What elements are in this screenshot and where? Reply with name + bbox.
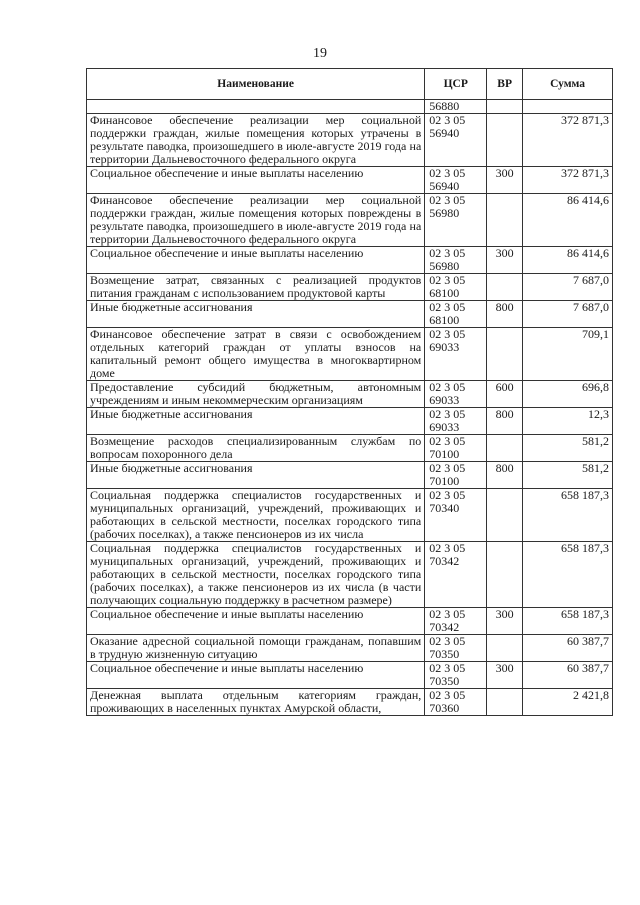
cell-csr <box>425 662 487 689</box>
cell-csr <box>425 194 487 247</box>
cell-name: Социальная поддержка специалистов государственных и муниципальных организаций, учреждений, проживающих и работающих в сельской местности, поселках городского типа (рабочих поселках), а также пенсионеров из их числа (в части получающих социальную поддержку в расчетном размере) <box>87 542 425 608</box>
csr-line-1: 02 3 05 <box>429 273 466 287</box>
cell-name: Оказание адресной социальной помощи гражданам, попавшим в трудную жизненную ситуацию <box>87 635 425 662</box>
cell-csr <box>425 689 487 716</box>
cell-vr <box>487 328 523 381</box>
csr-line-1: 02 3 05 <box>429 688 466 702</box>
cell-name: Возмещение затрат, связанных с реализацией продуктов питания гражданам с использованием продуктовой карты <box>87 274 425 301</box>
table-row <box>87 328 613 381</box>
csr-line-2: 70342 <box>429 554 460 568</box>
cell-name: Социальное обеспечение и иные выплаты населению <box>87 167 425 194</box>
csr-line-2: 68100 <box>429 313 460 327</box>
cell-csr <box>425 635 487 662</box>
cell-sum: 372 871,3 <box>523 114 613 167</box>
csr-line-2: 69033 <box>429 420 460 434</box>
cell-sum: 60 387,7 <box>523 635 613 662</box>
page-number: 19 <box>313 46 327 61</box>
cell-vr <box>487 689 523 716</box>
cell-csr <box>425 328 487 381</box>
table-header-row <box>87 69 613 100</box>
cell-name: Иные бюджетные ассигнования <box>87 408 425 435</box>
table-row <box>87 489 613 542</box>
table-row <box>87 100 613 114</box>
cell-vr <box>487 435 523 462</box>
cell-csr <box>425 462 487 489</box>
table-row <box>87 167 613 194</box>
cell-vr <box>487 635 523 662</box>
cell-vr: 600 <box>487 381 523 408</box>
csr-line-2: 56980 <box>429 259 460 273</box>
header-sum: Сумма <box>523 69 613 100</box>
cell-sum: 60 387,7 <box>523 662 613 689</box>
table-row <box>87 608 613 635</box>
csr-line-1: 02 3 05 <box>429 541 466 555</box>
cell-vr <box>487 194 523 247</box>
table-body <box>87 100 613 716</box>
header-csr: ЦСР <box>425 69 487 100</box>
cell-sum: 86 414,6 <box>523 194 613 247</box>
cell-csr <box>425 114 487 167</box>
cell-sum: 2 421,8 <box>523 689 613 716</box>
csr-line-2: 69033 <box>429 340 460 354</box>
csr-line-2: 70342 <box>429 620 460 634</box>
cell-vr <box>487 114 523 167</box>
table-row <box>87 635 613 662</box>
cell-sum <box>523 100 613 114</box>
csr-line-2: 70350 <box>429 674 460 688</box>
cell-vr <box>487 100 523 114</box>
cell-vr <box>487 542 523 608</box>
cell-csr <box>425 301 487 328</box>
csr-line-2: 70100 <box>429 447 460 461</box>
csr-line-1: 02 3 05 <box>429 113 466 127</box>
cell-csr <box>425 247 487 274</box>
csr-line-1: 02 3 05 <box>429 434 466 448</box>
table-row <box>87 274 613 301</box>
cell-name: Социальная поддержка специалистов государственных и муниципальных организаций, учреждений, проживающих и работающих в сельской местности, поселках городского типа (рабочих поселках), а также пенсионеров из их числа <box>87 489 425 542</box>
cell-vr: 300 <box>487 167 523 194</box>
cell-sum: 372 871,3 <box>523 167 613 194</box>
cell-sum: 7 687,0 <box>523 274 613 301</box>
table-row <box>87 462 613 489</box>
cell-csr <box>425 167 487 194</box>
cell-sum: 581,2 <box>523 462 613 489</box>
budget-table <box>86 68 613 716</box>
csr-line-1: 02 3 05 <box>429 661 466 675</box>
cell-sum: 7 687,0 <box>523 301 613 328</box>
csr-line-2: 56940 <box>429 179 460 193</box>
cell-csr <box>425 274 487 301</box>
csr-line-1: 02 3 05 <box>429 634 466 648</box>
cell-sum: 86 414,6 <box>523 247 613 274</box>
table-row <box>87 408 613 435</box>
cell-sum: 12,3 <box>523 408 613 435</box>
csr-line-2: 56980 <box>429 206 460 220</box>
cell-vr: 800 <box>487 462 523 489</box>
cell-csr <box>425 408 487 435</box>
cell-csr <box>425 489 487 542</box>
cell-sum: 696,8 <box>523 381 613 408</box>
cell-csr <box>425 100 487 114</box>
cell-name: Денежная выплата отдельным категориям граждан, проживающих в населенных пунктах Амурской области, <box>87 689 425 716</box>
cell-sum: 658 187,3 <box>523 608 613 635</box>
table-row <box>87 689 613 716</box>
csr-line-1: 02 3 05 <box>429 607 466 621</box>
csr-line-2: 70100 <box>429 474 460 488</box>
csr-line-1: 02 3 05 <box>429 327 466 341</box>
csr-line-1: 02 3 05 <box>429 193 466 207</box>
csr-line-2: 70350 <box>429 647 460 661</box>
cell-csr <box>425 435 487 462</box>
header-vr: ВР <box>487 69 523 100</box>
csr-line-1: 02 3 05 <box>429 246 466 260</box>
table-row <box>87 301 613 328</box>
csr-line-1: 02 3 05 <box>429 461 466 475</box>
cell-csr <box>425 542 487 608</box>
table-row <box>87 247 613 274</box>
cell-vr: 300 <box>487 608 523 635</box>
cell-vr: 300 <box>487 662 523 689</box>
cell-sum: 658 187,3 <box>523 489 613 542</box>
cell-vr: 800 <box>487 301 523 328</box>
csr-line-2: 68100 <box>429 286 460 300</box>
cell-vr: 300 <box>487 247 523 274</box>
csr-line-1: 02 3 05 <box>429 300 466 314</box>
table-row <box>87 435 613 462</box>
table-row <box>87 114 613 167</box>
table-row <box>87 542 613 608</box>
cell-name: Социальное обеспечение и иные выплаты населению <box>87 608 425 635</box>
cell-name: Иные бюджетные ассигнования <box>87 301 425 328</box>
csr-line-2: 56880 <box>429 99 460 113</box>
csr-line-1: 02 3 05 <box>429 380 466 394</box>
cell-name <box>87 100 425 114</box>
cell-name: Финансовое обеспечение реализации мер социальной поддержки граждан, жилые помещения которых повреждены в результате паводка, произошедшего в июле-августе 2019 года на территории Дальневосточного федерального округа <box>87 194 425 247</box>
cell-name: Предоставление субсидий бюджетным, автономным учреждениям и иным некоммерческим организациям <box>87 381 425 408</box>
cell-name: Иные бюджетные ассигнования <box>87 462 425 489</box>
csr-line-2: 70340 <box>429 501 460 515</box>
table-row <box>87 662 613 689</box>
csr-line-1: 02 3 05 <box>429 407 466 421</box>
cell-name: Возмещение расходов специализированным службам по вопросам похоронного дела <box>87 435 425 462</box>
csr-line-1: 02 3 05 <box>429 488 466 502</box>
cell-vr: 800 <box>487 408 523 435</box>
csr-line-1: 02 3 05 <box>429 166 466 180</box>
csr-line-2: 70360 <box>429 701 460 715</box>
cell-vr <box>487 489 523 542</box>
csr-line-2: 56940 <box>429 126 460 140</box>
cell-name: Финансовое обеспечение затрат в связи с освобождением отдельных категорий граждан от уплаты взносов на капитальный ремонт общего имущества в многоквартирном доме <box>87 328 425 381</box>
cell-name: Социальное обеспечение и иные выплаты населению <box>87 662 425 689</box>
csr-line-2: 69033 <box>429 393 460 407</box>
cell-csr <box>425 381 487 408</box>
cell-sum: 709,1 <box>523 328 613 381</box>
cell-name: Финансовое обеспечение реализации мер социальной поддержки граждан, жилые помещения которых утрачены в результате паводка, произошедшего в июле-августе 2019 года на территории Дальневосточного федерального округа <box>87 114 425 167</box>
cell-sum: 581,2 <box>523 435 613 462</box>
cell-vr <box>487 274 523 301</box>
cell-csr <box>425 608 487 635</box>
cell-name: Социальное обеспечение и иные выплаты населению <box>87 247 425 274</box>
cell-sum: 658 187,3 <box>523 542 613 608</box>
table-row <box>87 194 613 247</box>
table-row <box>87 381 613 408</box>
header-name: Наименование <box>87 69 425 100</box>
